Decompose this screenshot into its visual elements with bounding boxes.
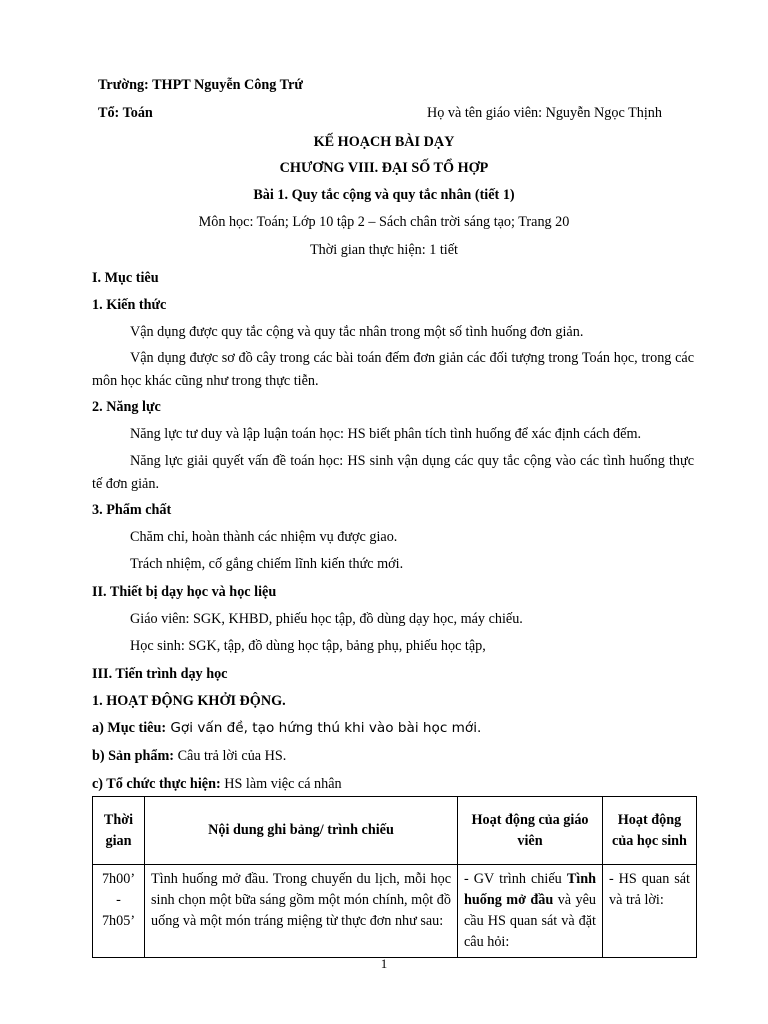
teacher-activity-bold: Tình huống mở đầu — [464, 871, 596, 908]
section-equipment-heading: II. Thiết bị dạy học và học liệu — [92, 584, 277, 600]
qualities-paragraph-1: Chăm chỉ, hoàn thành các nhiệm vụ được giao. — [130, 529, 398, 545]
page-number: 1 — [380, 956, 388, 971]
knowledge-paragraph-1: Vận dụng được quy tắc cộng và quy tắc nhân trong một số tình huống đơn giản. — [130, 324, 584, 340]
header-student-activity: Hoạt động của học sinh — [603, 797, 697, 865]
lesson-title: Bài 1. Quy tắc cộng và quy tắc nhân (tiết 1) — [253, 187, 515, 203]
chapter-title: CHƯƠNG VIII. ĐẠI SỐ TỔ HỢP — [279, 160, 489, 176]
row-content: Tình huống mở đầu. Trong chuyến du lịch, mỗi học sinh chọn một bữa sáng gồm một món chính, một đồ uống và một món tráng miệng từ thực đơn như sau: — [145, 865, 458, 958]
product-line — [92, 746, 286, 766]
teacher-activity-post: và yêu cầu HS quan sát và đặt câu hỏi: — [464, 892, 596, 950]
product-text: Câu trả lời của HS. — [174, 748, 287, 764]
competence-heading: 2. Năng lực — [92, 399, 161, 415]
equipment-student: Học sinh: SGK, tập, đồ dùng học tập, bảng phụ, phiếu học tập, — [130, 638, 486, 654]
section-process-heading: III. Tiến trình dạy học — [92, 666, 228, 682]
header-time: Thời gian — [93, 797, 145, 865]
row-teacher-activity — [458, 865, 603, 958]
activity-1-heading: 1. HOẠT ĐỘNG KHỞI ĐỘNG. — [92, 693, 286, 709]
header-teacher-activity: Hoạt động của giáo viên — [458, 797, 603, 865]
knowledge-heading: 1. Kiến thức — [92, 297, 167, 313]
objective-text: Gợi vấn đề, tạo hứng thú khi vào bài học mới. — [166, 720, 482, 736]
document-title: KẾ HOẠCH BÀI DẠY — [313, 134, 455, 150]
equipment-teacher: Giáo viên: SGK, KHBD, phiếu học tập, đồ dùng dạy học, máy chiếu. — [130, 611, 523, 627]
competence-paragraph-1: Năng lực tư duy và lập luận toán học: HS biết phân tích tình huống để xác định cách đếm. — [130, 426, 642, 442]
organization-label: c) Tổ chức thực hiện: — [92, 776, 221, 792]
row-time: 7h00’ - 7h05’ — [93, 865, 145, 958]
row-student-activity: - HS quan sát và trả lời: — [603, 865, 697, 958]
objective-label: a) Mục tiêu: — [92, 720, 167, 736]
table-header-row — [93, 797, 697, 865]
duration-info: Thời gian thực hiện: 1 tiết — [310, 242, 458, 258]
lesson-plan-table — [92, 796, 697, 958]
teacher-activity-pre: - GV trình chiếu — [464, 871, 567, 887]
department-name: Tổ: Toán — [98, 105, 153, 121]
subject-info: Môn học: Toán; Lớp 10 tập 2 – Sách chân trời sáng tạo; Trang 20 — [198, 214, 570, 230]
qualities-heading: 3. Phẩm chất — [92, 502, 172, 518]
objective-line — [92, 718, 481, 738]
knowledge-paragraph-2: Vận dụng được sơ đồ cây trong các bài toán đếm đơn giản các đối tượng trong Toán học, trong các môn học khác cũng như trong thực tiễn. — [92, 350, 694, 389]
table-row — [93, 865, 697, 958]
organization-line — [92, 774, 342, 794]
teacher-name: Họ và tên giáo viên: Nguyễn Ngọc Thịnh — [427, 105, 662, 121]
school-name: Trường: THPT Nguyễn Công Trứ — [98, 77, 303, 93]
organization-text: HS làm việc cá nhân — [220, 776, 342, 792]
competence-paragraph-2: Năng lực giải quyết vấn đề toán học: HS sinh vận dụng các quy tắc cộng vào các tình huống thực tế đơn giản. — [92, 453, 694, 492]
product-label: b) Sản phẩm: — [92, 748, 175, 764]
section-objectives-heading: I. Mục tiêu — [92, 270, 159, 286]
qualities-paragraph-2: Trách nhiệm, cố gắng chiếm lĩnh kiến thức mới. — [130, 556, 404, 572]
header-content: Nội dung ghi bảng/ trình chiếu — [145, 797, 458, 865]
